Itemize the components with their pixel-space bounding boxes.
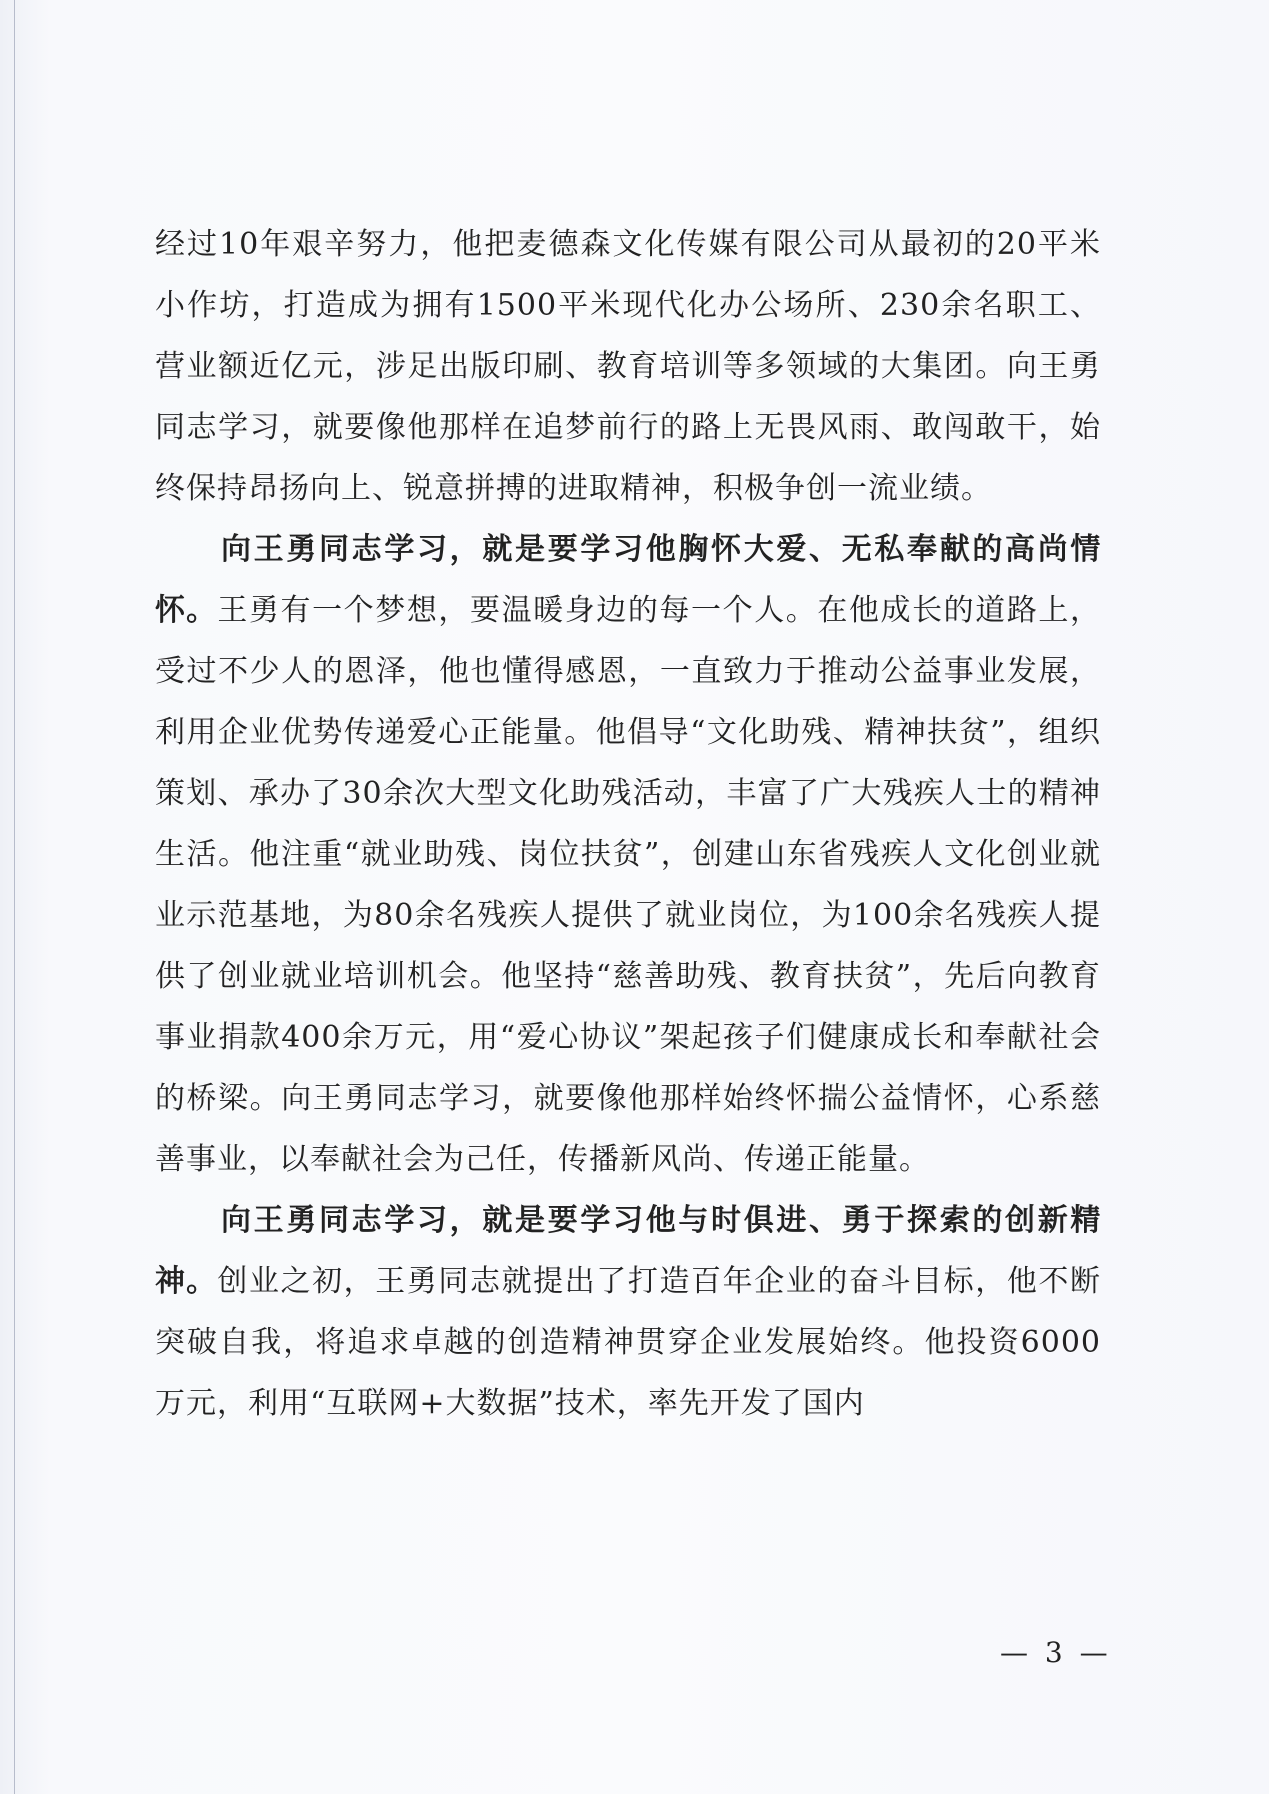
paragraph-2 [155,519,1101,1190]
paragraph-3 [155,1190,1101,1434]
paragraph-3-heading: 向王勇同志学习，就是要学习他与时俱进、勇于探索的创新精神。 [155,1203,1101,1299]
paragraph-2-text: 王勇有一个梦想，要温暖身边的每一个人。在他成长的道路上，受过不少人的恩泽，他也懂得感恩，一直致力于推动公益事业发展，利用企业优势传递爱心正能量。他倡导“文化助残、精神扶贫”，组织策划、承办了30余次大型文化助残活动，丰富了广大残疾人士的精神生活。他注重“就业助残、岗位扶贫”，创建山东省残疾人文化创业就业示范基地，为80余名残疾人提供了就业岗位，为100余名残疾人提供了创业就业培训机会。他坚持“慈善助残、教育扶贫”，先后向教育事业捐款400余万元，用“爱心协议”架起孩子们健康成长和奉献社会的桥梁。向王勇同志学习，就要像他那样始终怀揣公益情怀，心系慈善事业，以奉献社会为己任，传播新风尚、传递正能量。 [155,593,1101,1177]
paragraph-1 [155,214,1101,519]
document-body [155,214,1101,1434]
paragraph-1-text: 经过10年艰辛努力，他把麦德森文化传媒有限公司从最初的20平米小作坊，打造成为拥有1500平米现代化办公场所、230余名职工、营业额近亿元，涉足出版印刷、教育培训等多领域的大集团。向王勇同志学习，就要像他那样在追梦前行的路上无畏风雨、敢闯敢干，始终保持昂扬向上、锐意拼搏的进取精神，积极争创一流业绩。 [155,227,1101,506]
paragraph-3-text: 创业之初，王勇同志就提出了打造百年企业的奋斗目标，他不断突破自我，将追求卓越的创造精神贯穿企业发展始终。他投资6000万元，利用“互联网+大数据”技术，率先开发了国内 [155,1264,1101,1421]
paragraph-2-heading: 向王勇同志学习，就是要学习他胸怀大爱、无私奉献的高尚情怀。 [155,532,1101,628]
scan-edge-line [14,0,15,1794]
page-number: — 3 — [1000,1636,1112,1669]
